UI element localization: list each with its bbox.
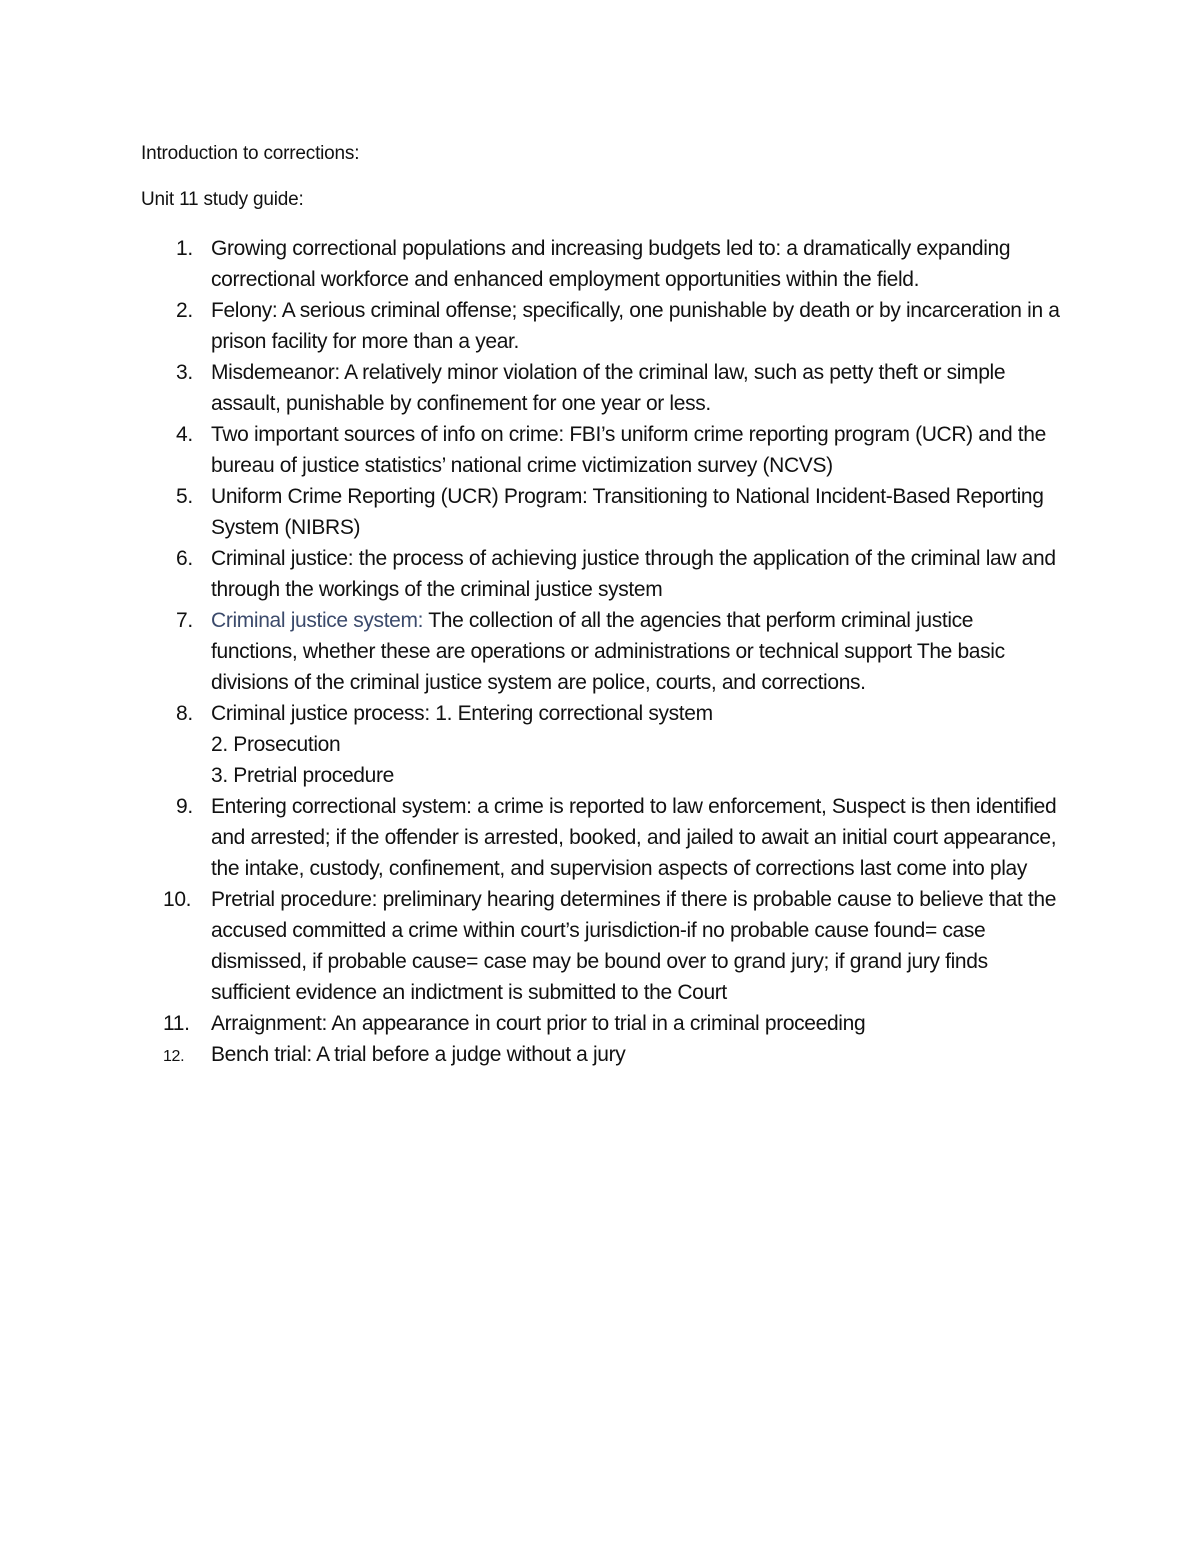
item-number: 5. [176, 485, 193, 508]
item-text: Pretrial procedure: preliminary hearing determines if there is probable cause to believe that the accused committed a crime within court’s jurisdiction-if no probable cause found= case dismissed, if probable cause= case may be bound over to grand jury; if grand jury finds sufficient evidence an indictment is submitted to the Court [211, 888, 1057, 1004]
item-number: 2. [176, 299, 193, 322]
item-number: 8. [176, 702, 193, 725]
item-sub-line: 3. Pretrial procedure [211, 764, 394, 787]
list-item [0, 357, 1061, 419]
list-item [0, 884, 1061, 1008]
document-subtitle: Unit 11 study guide: [141, 189, 304, 210]
item-text: Misdemeanor: A relatively minor violation of the criminal law, such as petty theft or simple assault, punishable by confinement for one year or less. [211, 361, 1006, 415]
list-item [0, 419, 1061, 481]
item-number: 9. [176, 795, 193, 818]
item-number: 3. [176, 361, 193, 384]
item-number: 12. [163, 1048, 185, 1065]
item-number: 1. [176, 237, 193, 260]
item-text: Felony: A serious criminal offense; specifically, one punishable by death or by incarceration in a prison facility for more than a year. [211, 299, 1060, 353]
item-text: Uniform Crime Reporting (UCR) Program: Transitioning to National Incident-Based Reporting System (NIBRS) [211, 485, 1044, 539]
list-item [0, 605, 1061, 698]
item-text: Growing correctional populations and increasing budgets led to: a dramatically expanding correctional workforce and enhanced employment opportunities within the field. [211, 237, 1011, 291]
document-title: Introduction to corrections: [141, 143, 360, 164]
item-text: Two important sources of info on crime: FBI’s uniform crime reporting program (UCR) and the bureau of justice statistics’ national crime victimization survey (NCVS) [211, 423, 1046, 477]
item-number: 11. [163, 1012, 190, 1035]
item-number: 7. [176, 609, 193, 632]
item-number: 6. [176, 547, 193, 570]
list-item [0, 698, 1061, 791]
list-item [0, 1008, 1061, 1039]
item-text: Arraignment: An appearance in court prior to trial in a criminal proceeding [211, 1012, 866, 1035]
item-sub-line: 2. Prosecution [211, 733, 341, 756]
list-item [0, 233, 1061, 295]
list-item [0, 791, 1061, 884]
item-number: 4. [176, 423, 193, 446]
item-text: Bench trial: A trial before a judge without a jury [211, 1043, 626, 1066]
item-text: Criminal justice: the process of achieving justice through the application of the criminal law and through the workings of the criminal justice system [211, 547, 1056, 601]
list-item [0, 295, 1061, 357]
item-text: Criminal justice process: 1. Entering correctional system [211, 702, 713, 725]
study-guide-list [0, 233, 1200, 1070]
item-number: 10. [163, 888, 192, 911]
list-item [0, 1039, 1061, 1070]
list-item [0, 481, 1061, 543]
list-item [0, 543, 1061, 605]
item-term: Criminal justice system: [211, 609, 424, 632]
item-text: Entering correctional system: a crime is reported to law enforcement, Suspect is then identified and arrested; if the offender is arrested, booked, and jailed to await an initial court appearance, the intake, custody, confinement, and supervision aspects of corrections last come into play [211, 795, 1057, 880]
item-text: The collection of all the agencies that perform criminal justice functions, whether these are operations or administrations or technical support The basic divisions of the criminal justice system are police, courts, and corrections. [211, 609, 1005, 694]
